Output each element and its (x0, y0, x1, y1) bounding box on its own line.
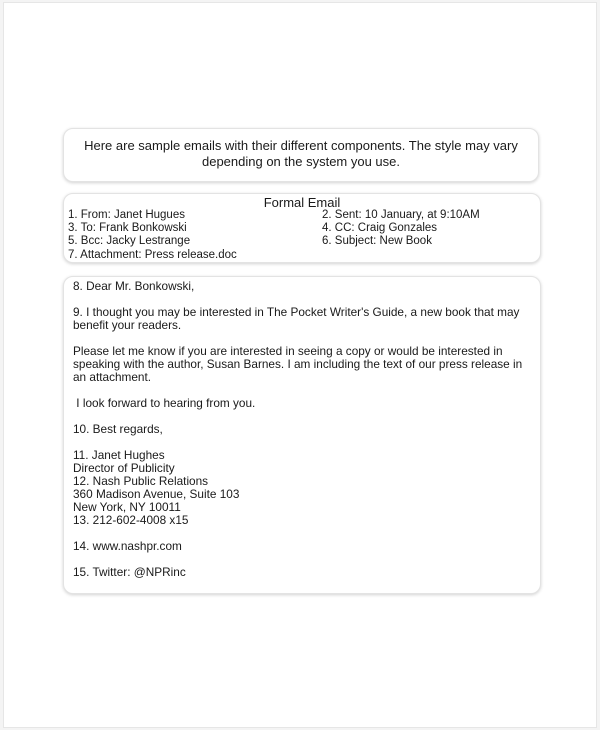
signature-name: 11. Janet Hughes (73, 448, 165, 462)
field-bcc: 5. Bcc: Jacky Lestrange (68, 235, 191, 248)
document-page (3, 2, 597, 728)
body-paragraph-1: 9. I thought you may be interested in The Pocket Writer's Guide, a new book that may benefit your readers. (73, 305, 520, 332)
field-sent: 2. Sent: 10 January, at 9:10AM (322, 209, 480, 221)
body-forward-line: I look forward to hearing from you. (73, 396, 256, 410)
field-from: 1. From: Janet Hugues (68, 209, 185, 221)
signature-website: 14. www.nashpr.com (73, 539, 182, 553)
intro-box (63, 128, 539, 182)
email-body (73, 280, 526, 579)
signature-address-1: 360 Madison Avenue, Suite 103 (73, 487, 240, 501)
intro-text: Here are sample emails with their different components. The style may vary depending on the system you use. (84, 138, 518, 169)
signature-twitter: 15. Twitter: @NPRinc (73, 565, 186, 579)
closing: 10. Best regards, (73, 422, 163, 436)
field-to: 3. To: Frank Bonkowski (68, 222, 187, 235)
body-paragraph-2: Please let me know if you are interested in seeing a copy or would be interested in speaking with the author, Susan Barnes. I am including the text of our press release in an attachment. (73, 344, 523, 384)
formal-email-title: Formal Email (263, 195, 341, 210)
field-cc: 4. CC: Craig Gonzales (322, 222, 438, 235)
signature-company: 12. Nash Public Relations (73, 474, 209, 488)
field-attachment: 7. Attachment: Press release.doc (68, 248, 237, 261)
signature-title: Director of Publicity (73, 461, 175, 475)
field-subject: 6. Subject: New Book (322, 235, 432, 248)
signature-phone: 13. 212-602-4008 x15 (73, 513, 189, 527)
email-body-box (63, 276, 541, 594)
formal-email-header-box (63, 193, 541, 263)
signature-block (73, 449, 526, 527)
greeting: 8. Dear Mr. Bonkowski, (73, 279, 195, 293)
signature-address-2: New York, NY 10011 (73, 500, 181, 514)
email-fields (68, 209, 536, 262)
